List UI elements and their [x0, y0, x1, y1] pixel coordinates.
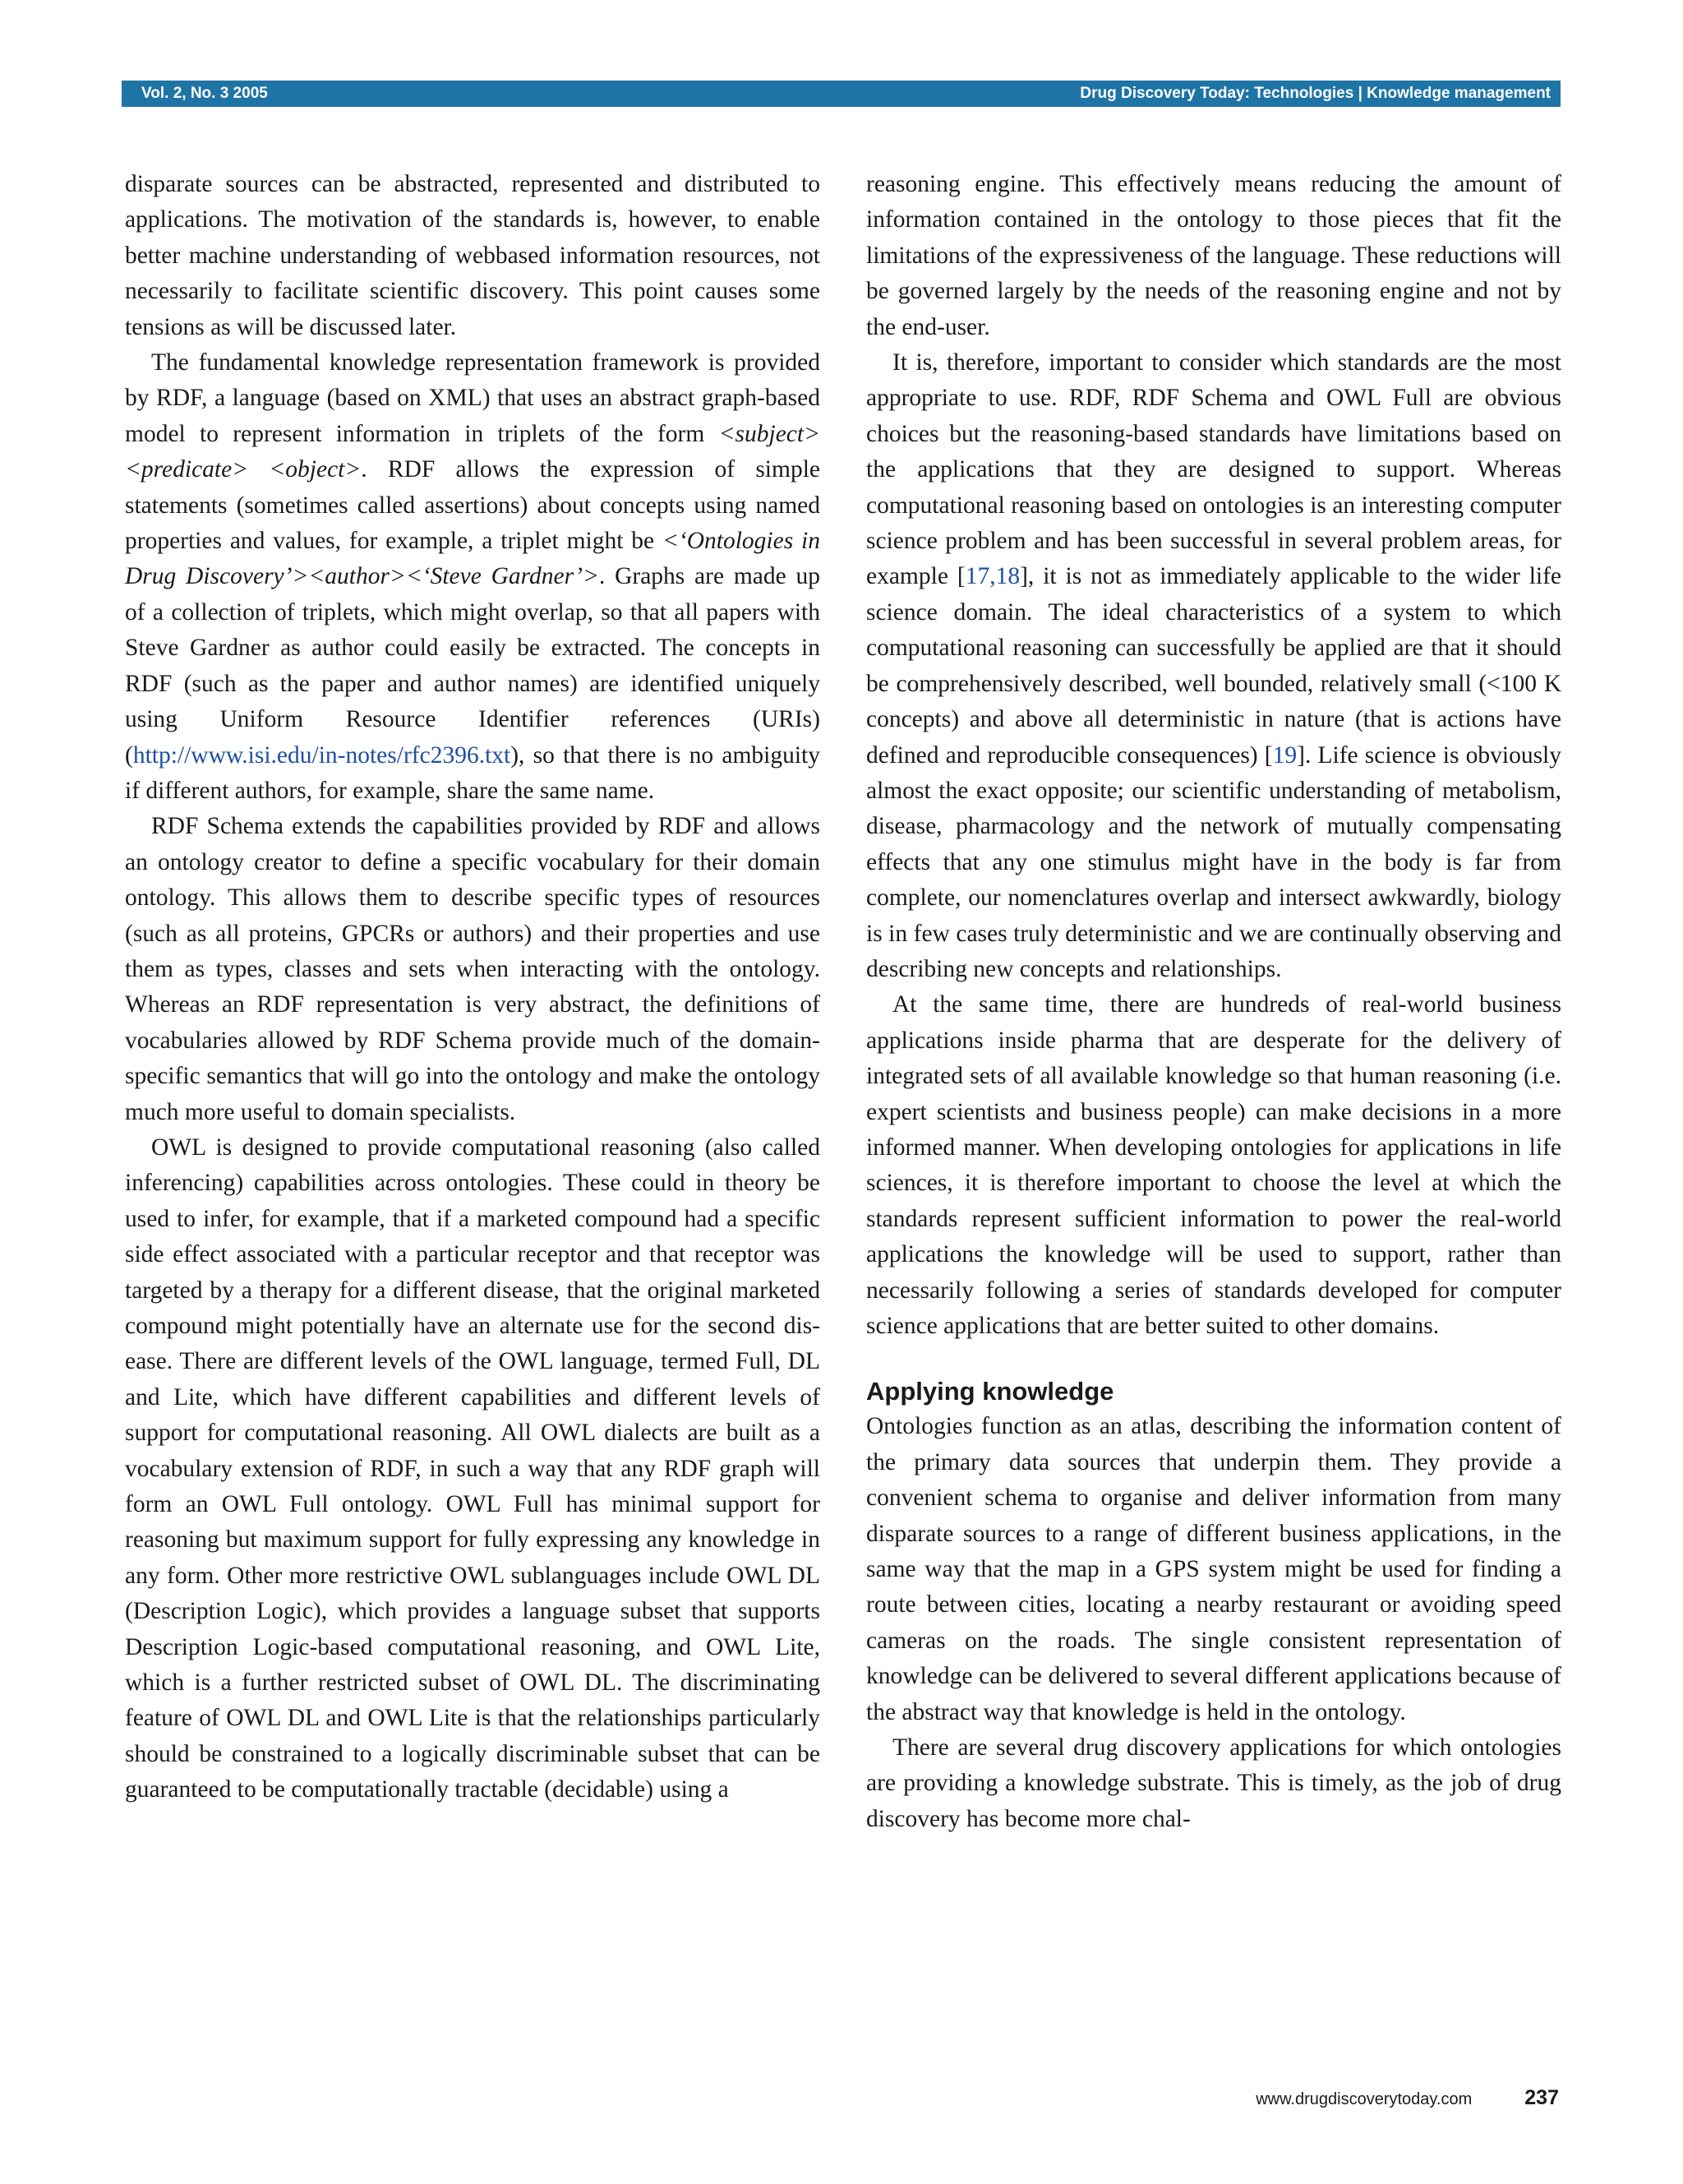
footer-website[interactable]: www.drugdiscoverytoday.com: [1256, 2090, 1473, 2108]
term-object: <object>: [269, 456, 362, 483]
paragraph: OWL is designed to provide computational reasoning (also called inferencing) capabilities across ontologies. These could in theory be used to infer, for example, that if a marketed compound had a specific side effect associated with a particular receptor and that receptor was targeted by a therapy for a different disease, that the original marketed compound might potentially have an alternate use for the second disease. There are different levels of the OWL language, termed Full, DL and Lite, which have different capabilities and different levels of support for computational reasoning. All OWL dialects are built as a vocabulary extension of RDF, in such a way that any RDF graph will form an OWL Full ontology. OWL Full has minimal support for reasoning but maximum support for fully expressing any knowledge in any form. Other more restrictive OWL sublanguages include OWL DL (Description Logic), which provides a language subset that supports Description Logic-based computational reasoning, and OWL Lite, which is a further restricted subset of OWL DL. The discriminating feature of OWL DL and OWL Lite is that the relationships particularly should be constrained to a logically discriminable subset that can be guaranteed to be computationally tractable (decidable) using a: [125, 1134, 820, 1803]
paragraph: reasoning engine. This effectively means reducing the amount of information contained in the ontology to those pieces that fit the limitations of the expressiveness of the language. These reductions will be governed largely by the needs of the reasoning engine and not by the end-user.: [866, 171, 1561, 340]
paragraph-rdf: [125, 345, 820, 809]
text-run: ]. Life science is obviously almost the exact opposite; our scientific understanding of metabolism, disease, pharmacology and the network of mutually compensating effects that any one stimulus might have in the body is far from complete, our nomenclatures overlap and intersect awkwardly, biology is in few cases truly deterministic and we are continually observing and describing new concepts and relationships.: [866, 741, 1562, 982]
term-subject: <subject>: [718, 420, 820, 447]
text-run: ), so that there is no ambiguity if different authors, for example, share the same name.: [125, 741, 820, 804]
term-predicate: <predicate>: [125, 456, 249, 483]
text-run: It is, therefore, important to consider which standards are the most appropriate to use. RDF, RDF Schema and OWL Full are obvious choices but the reasoning-based standards have limitations based on the applications that they are designed to support. Whereas computational reasoning based on ontologies is an interesting computer science problem and has been successful in several problem areas, for example [: [866, 349, 1561, 590]
page-number: 237: [1524, 2086, 1559, 2109]
example-triplet: <‘Ontologies in Drug Discovery’><author><‘Steve Gardner’>: [125, 528, 820, 590]
paragraph: RDF Schema extends the capabilities provided by RDF and allows an ontology creator to define a specific vocabulary for their domain ontology. This allows them to describe specific types of resources (such as all proteins, GPCRs or authors) and their properties and use them as types, classes and sets when interacting with the ontology. Whereas an RDF representation is very abstract, the definitions of vocabularies allowed by RDF Schema provide much of the domain-specific semantics that will go into the ontology and make the ontology much more useful to domain specialists.: [125, 813, 820, 1125]
right-column: [866, 167, 1561, 1837]
text-run: . RDF allows the expression of simple statements (sometimes called assertions) about concepts using named properties and values, for example, a triplet might be: [125, 456, 820, 555]
paragraph: Ontologies function as an atlas, describing the information content of the primary data sources that underpin them. They provide a convenient schema to organise and deliver information from many disparate sources to a range of different business applications, in the same way that the map in a GPS system might be used for finding a route between cities, locating a nearby restaurant or avoiding speed cameras on the roads. The single consistent representation of knowledge can be delivered to several different applications because of the abstract way that knowledge is held in the ontology.: [866, 1413, 1561, 1725]
left-column: [125, 167, 820, 1808]
paragraph: At the same time, there are hundreds of real-world business applications inside pharma that are desperate for the delivery of integrated sets of all available knowledge so that human reasoning (i.e. expert scientists and business people) can make decisions in a more informed manner. When developing ontologies for applications in life sciences, it is therefore important to choose the level at which the standards represent sufficient information to power the real-world applications the knowledge will be used to support, rather than necessarily following a series of standards developed for computer science applications that are better suited to other domains.: [866, 991, 1561, 1339]
text-run: ], it is not as immediately applicable to the wider life science domain. The ideal characteristics of a system to which computational reasoning can successfully be applied are that it should be comprehensively described, well bounded, relatively small (<100 K concepts) and above all deterministic in nature (that is actions have defined and reproducible consequences) [: [866, 563, 1562, 769]
page-footer: [1256, 2086, 1559, 2110]
section-heading: Applying knowledge: [866, 1377, 1114, 1406]
reference-link[interactable]: 17,18: [965, 563, 1021, 590]
running-header: [122, 81, 1561, 107]
paragraph: There are several drug discovery applications for which ontologies are providing a knowledge substrate. This is timely, as the job of drug discovery has become more chal-: [866, 1734, 1561, 1832]
header-journal-section: Drug Discovery Today: Technologies | Knowledge management: [1080, 85, 1551, 102]
uri-link[interactable]: http://www.isi.edu/in-notes/rfc2396.txt: [132, 741, 511, 769]
text-run: . Graphs are made up of a collection of triplets, which might overlap, so that all papers with Steve Gardner as author could easily be extracted. The concepts in RDF (such as the paper and author names) are identified uniquely using Uniform Resource Identifier references (URIs) (: [125, 563, 820, 769]
paragraph-standards: [866, 345, 1561, 987]
text-run: The fundamental knowledge representation framework is provided by RDF, a language (based on XML) that uses an abstract graph-based model to represent information in triplets of the form: [125, 349, 820, 447]
paragraph: disparate sources can be abstracted, represented and distributed to applications. The motivation of the standards is, however, to enable better machine understanding of webbased information resources, not necessarily to facilitate scientific discovery. This point causes some tensions as will be discussed later.: [125, 171, 820, 340]
reference-link[interactable]: 19: [1272, 741, 1298, 769]
header-volume: Vol. 2, No. 3 2005: [141, 85, 268, 102]
